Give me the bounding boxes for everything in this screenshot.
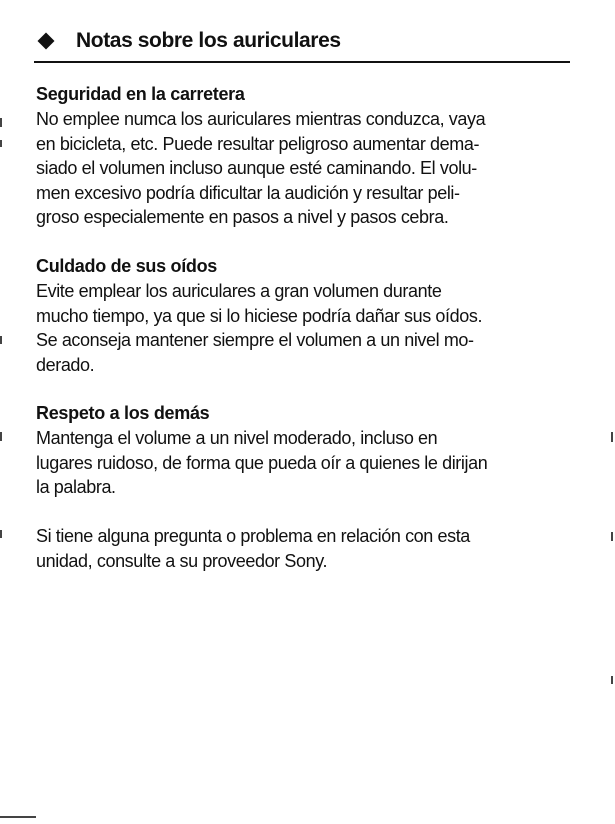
body-line: lugares ruidoso, de forma que pueda oír a quienes le dirijan xyxy=(36,452,488,473)
body-line: siado el volumen incluso aunque esté caminando. El volu- xyxy=(36,158,477,178)
scan-artifact xyxy=(611,676,613,684)
section-body xyxy=(36,524,576,573)
scan-artifact xyxy=(0,432,2,441)
scan-artifact xyxy=(0,140,2,147)
body-line: Se aconseja mantener siempre el volumen a un nivel mo- xyxy=(36,330,474,350)
body-line: groso especialemente en pasos a nivel y pasos cebra. xyxy=(36,207,449,227)
body-line: derado. xyxy=(36,354,95,375)
diamond-bullet-icon xyxy=(38,33,55,50)
section-heading: Culdado de sus oídos xyxy=(36,256,218,276)
section-body xyxy=(36,426,576,500)
scan-artifact xyxy=(611,532,613,541)
section-body xyxy=(36,107,576,230)
scan-artifact xyxy=(0,336,2,344)
body-line: Mantenga el volume a un nivel moderado, incluso en xyxy=(36,428,438,448)
scan-artifact xyxy=(611,432,613,442)
body-line: en bicicleta, etc. Puede resultar peligroso aumentar dema- xyxy=(36,133,480,154)
body-line: unidad, consulte a su proveedor Sony. xyxy=(36,550,328,571)
body-line: Si tiene alguna pregunta o problema en relación con esta xyxy=(36,526,470,546)
body-line: la palabra. xyxy=(36,477,116,497)
section-road-safety xyxy=(36,82,576,230)
body-line: mucho tiempo, ya que si lo hiciese podría dañar sus oídos. xyxy=(36,305,483,326)
section-body xyxy=(36,279,576,377)
section-heading: Respeto a los demás xyxy=(36,403,210,423)
page-title: Notas sobre los auriculares xyxy=(76,29,341,52)
scan-artifact xyxy=(0,530,2,538)
section-ear-care xyxy=(36,254,576,377)
body-line: Evite emplear los auriculares a gran volumen durante xyxy=(36,281,442,301)
section-heading: Seguridad en la carretera xyxy=(36,84,245,104)
section-respect-others xyxy=(36,401,576,500)
section-header xyxy=(34,27,570,63)
scan-artifact xyxy=(0,816,36,818)
body-line: men excesivo podría dificultar la audición y resultar peli- xyxy=(36,182,460,203)
scan-artifact xyxy=(0,118,2,127)
section-contact xyxy=(36,524,576,573)
body-line: No emplee numca los auriculares mientras conduzca, vaya xyxy=(36,109,486,129)
